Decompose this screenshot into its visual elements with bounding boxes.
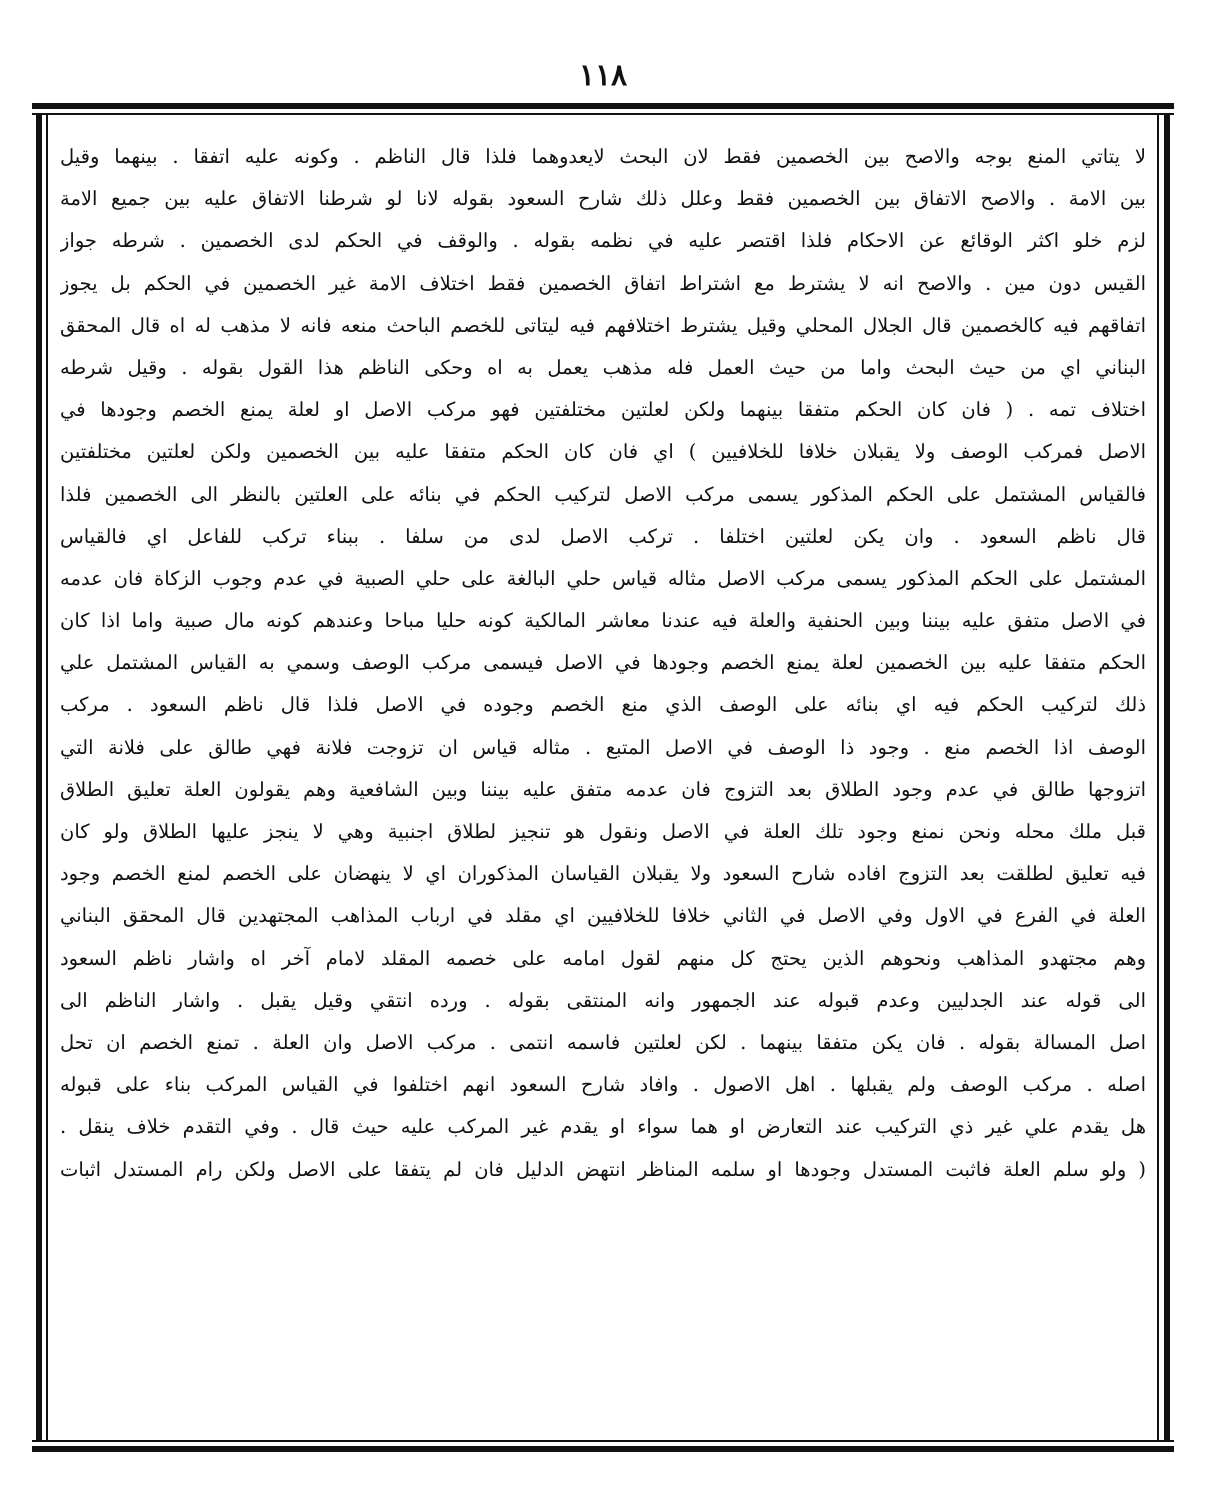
text-line: لا يتاتي المنع بوجه والاصح بين الخصمين فقط لان البحث لايعدوهما فلذا قال الناظم . وكونه عليه اتفقا . بينهما وقيل	[60, 145, 1146, 168]
text-line: اصله . مركب الوصف ولم يقبلها . اهل الاصول . وافاد شارح السعود انهم اختلفوا في القياس المركب بناء على قبوله	[60, 1073, 1146, 1097]
text-line: البناني اي من حيث البحث واما من حيث العمل فله مذهب يعمل به اه وحكى الناظم هذا القول بقوله . وقيل شرطه	[60, 355, 1146, 379]
frame-left-thick-rule	[36, 115, 42, 1440]
frame-bottom-thin-rule	[32, 1440, 1174, 1442]
text-line: العلة في الفرع في الاول وفي الاصل في الثاني خلافا للخلافيين اي مقلد في ارباب المذاهب المجتهدين قال المحقق البناني	[60, 904, 1146, 928]
text-line: قبل ملك محله ونحن نمنع وجود تلك العلة في الاصل ونقول هو تنجيز لطلاق اجنبية وهي لا ينجز عليها الطلاق ولو كان	[60, 820, 1146, 843]
text-line: لزم خلو اكثر الوقائع عن الاحكام فلذا اقتصر عليه في نظمه بقوله . والوقف في الحكم لدى الخصمين . شرطه جواز	[60, 229, 1146, 253]
text-line: وهم مجتهدو المذاهب ونحوهم الذين يحتج كل منهم لقول امامه على خصمه المقلد لامام آخر اه واشار ناظم السعود	[60, 946, 1146, 970]
text-line: الحكم متفقا عليه بين الخصمين لعلة يمنع الخصم وجودها في الاصل فيسمى مركب الوصف وسمي به القياس المشتمل علي	[60, 651, 1146, 675]
text-body	[60, 136, 1146, 1436]
frame-bottom-thick-rule	[32, 1446, 1174, 1452]
text-line: في الاصل متفق عليه بيننا وبين الحنفية والعلة فيه عندنا معاشر المالكية كونه حليا مباحا وعندهم كونه مال صبية واما اذا كان	[60, 609, 1146, 633]
text-line: القيس دون مين . والاصح انه لا يشترط مع اشتراط اتفاق الخصمين فقط اختلاف الامة غير الخصمين في الحكم بل يجوز	[60, 271, 1146, 295]
page-number: ١١٨	[578, 58, 628, 93]
frame-right-thick-rule	[1164, 115, 1170, 1440]
text-line: الاصل فمركب الوصف ولا يقبلان خلافا للخلافيين ) اي فان كان الحكم متفقا عليه بين الخصمين ولكن لعلتين مختلفتين	[60, 440, 1146, 464]
frame-right-thin-rule	[1157, 115, 1159, 1440]
text-line: فالقياس المشتمل على الحكم المذكور يسمى مركب الاصل لتركيب الحكم في بنائه على العلتين بالنظر الى الخصمين فلذا	[60, 482, 1146, 506]
text-line: الى قوله عند الجدليين وعدم قبوله عند الجمهور وانه المنتقى بقوله . ورده انتقي وقيل يقبل . واشار الناظم الى	[60, 988, 1146, 1012]
text-line: ( ولو سلم العلة فاثبت المستدل وجودها او سلمه المناظر انتهض الدليل فان لم يتفقا على الاصل ولكن رام المستدل اثبات	[60, 1157, 1146, 1181]
frame-left-thin-rule	[46, 115, 48, 1440]
text-line: اختلاف تمه . ( فان كان الحكم متفقا بينهما ولكن لعلتين مختلفتين فهو مركب الاصل او لعلة يمنع الخصم وجودها في	[60, 398, 1146, 422]
text-line: المشتمل على الحكم المذكور يسمى مركب الاصل مثاله قياس حلي البالغة على حلي الصبية في عدم وجوب الزكاة فان عدمه	[60, 566, 1146, 590]
text-line: قال ناظم السعود . وان يكن لعلتين اختلفا . تركب الاصل لدى من سلفا . ببناء تركب للفاعل اي فالقياس	[60, 524, 1146, 548]
text-line: اتزوجها طالق في عدم وجود الطلاق بعد التزوج فان عدمه متفق عليه بيننا وبين الشافعية وهم يقولون العلة تعليق الطلاق	[60, 777, 1146, 801]
text-line: اصل المسالة بقوله . فان يكن متفقا بينهما . لكن لعلتين فاسمه انتمى . مركب الاصل وان العلة . تمنع الخصم ان تحل	[60, 1030, 1146, 1054]
text-line: ذلك لتركيب الحكم فيه اي بنائه على الوصف الذي منع الخصم وجوده في الاصل فلذا قال ناظم السعود . مركب	[60, 693, 1146, 717]
text-line: هل يقدم علي غير ذي التركيب عند التعارض او هما سواء او يقدم غير المركب عليه حيث قال . وفي التقدم خلاف ينقل .	[60, 1115, 1146, 1139]
frame-top-thin-rule	[32, 113, 1174, 115]
frame-top-thick-rule	[32, 103, 1174, 109]
text-line: اتفاقهم فيه كالخصمين قال الجلال المحلي وقيل يشترط اختلافهم فيه ليتاتى للخصم الباحث منعه فانه لا مذهب له اه قال المحقق	[60, 313, 1146, 337]
text-line: فيه تعليق لطلقت بعد التزوج افاده شارح السعود ولا يقبلان القياسان المذكوران اي لا ينهضان على الخصم لمنع الخصم وجود	[60, 862, 1146, 886]
text-line: الوصف اذا الخصم منع . وجود ذا الوصف في الاصل المتبع . مثاله قياس ان تزوجت فلانة فهي طالق على فلانة التي	[60, 735, 1146, 759]
text-line: بين الامة . والاصح الاتفاق بين الخصمين فقط وعلل ذلك شارح السعود بقوله لانا لو شرطنا الاتفاق عليه بين جميع الامة	[60, 187, 1146, 211]
